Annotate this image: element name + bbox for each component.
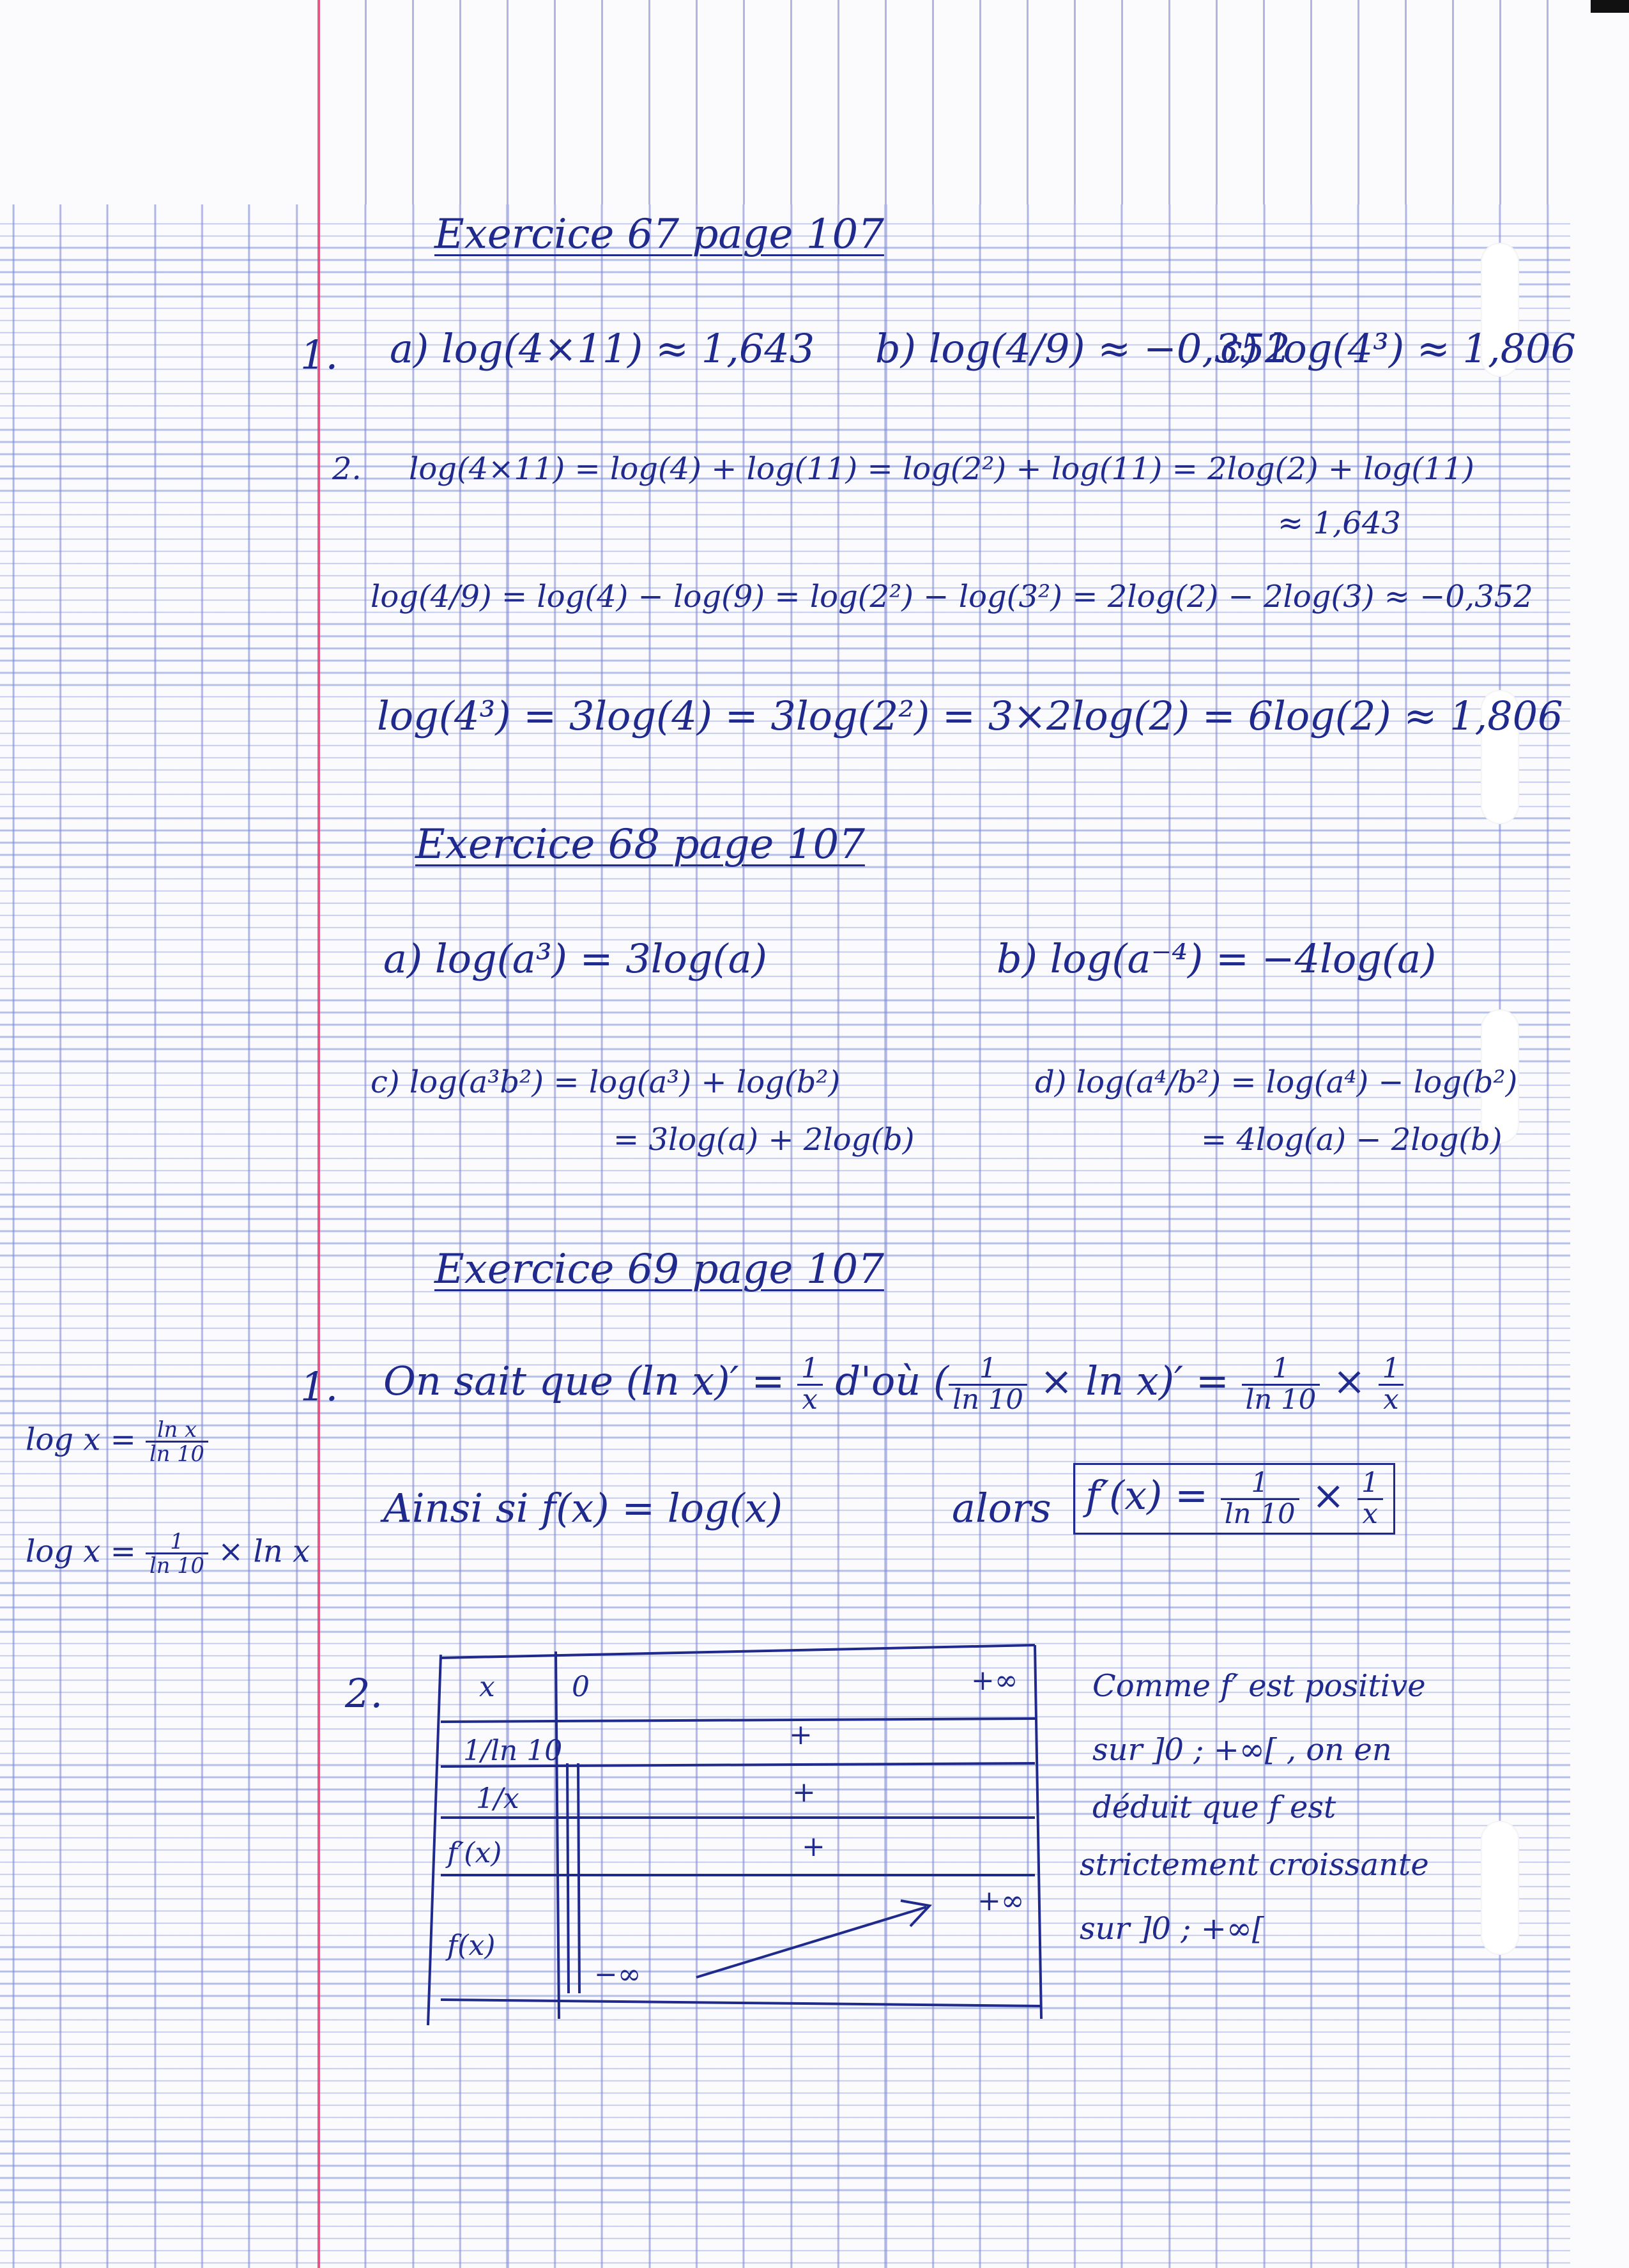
ex67-q1-a: a) log(4×11) ≈ 1,643 [390,325,815,372]
exercise-68-title: Exercice 68 page 107 [415,821,865,868]
table-label-fprime: f′(x) [447,1837,502,1869]
table-left-border [428,1655,441,2025]
table-x-start: 0 [572,1671,590,1703]
conclusion-line-1: Comme f′ est positive [1092,1668,1426,1704]
table-top-border [441,1645,1035,1658]
fraction-1-over-x: $\frac{1}{x}$ [797,1354,823,1414]
exercise-69-title: Exercice 69 page 107 [434,1246,884,1293]
table-label-inv-x: 1/x [476,1782,519,1815]
ex68-a: a) log(a³) = 3log(a) [383,935,767,982]
increasing-arrow [696,1907,926,1977]
ex67-q2-line2: log(4/9) = log(4) − log(9) = log(2²) − log(3²) = 2log(2) − 2log(3) ≈ −0,352 [371,579,1533,615]
ex67-q1-number: 1. [300,332,339,378]
table-sign-1: + [789,1719,813,1751]
conclusion-line-3: déduit que f est [1092,1789,1336,1825]
ex67-q2-line1-result: ≈ 1,643 [1278,505,1401,541]
table-row-divider [441,1719,1035,1722]
conclusion-line-2: sur ]0 ; +∞[ , on en [1092,1732,1392,1768]
ex68-d-line1: d) log(a⁴/b²) = log(a⁴) − log(b²) [1035,1064,1518,1100]
ex67-q2-line3: log(4³) = 3log(4) = 3log(2²) = 3×2log(2) = 6log(2) ≈ 1,806 [377,693,1563,739]
fraction-1-over-x: $\frac{1}{x}$ [1379,1354,1404,1414]
conclusion-line-5: sur ]0 ; +∞[ [1080,1911,1264,1947]
margin-note-1: log x = $\frac{\text{ln x}}{\ln 10}$ [26,1418,208,1466]
margin-note-2: log x = $\frac{1}{\ln 10}$ × ln x [26,1529,310,1579]
exercise-67-title: Exercice 67 page 107 [434,211,884,258]
table-bottom-border [441,2000,1041,2006]
ex68-c-line1: c) log(a³b²) = log(a³) + log(b²) [371,1064,841,1100]
ex69-result-box: f′(x) = $\frac{1}{\ln 10}$ × $\frac{1}{x}$ [1073,1463,1395,1535]
ex69-q1-line1: On sait que (ln x)′ = $\frac{1}{x}$ d'où ( $\frac{1}{\ln 10}$ × ln x)′ = $\frac{1}{\ln 10}$ × $\frac{1}{x}$ [383,1354,1403,1414]
conclusion-line-4: strictement croissante [1080,1847,1429,1883]
table-f-high: +∞ [977,1885,1025,1917]
table-label-inv-ln10: 1/ln 10 [463,1735,563,1767]
table-x-end: +∞ [971,1664,1018,1697]
ex68-b: b) log(a⁻⁴) = −4log(a) [997,935,1437,982]
ex69-q1-line2: Ainsi si f(x) = log(x) [383,1485,783,1531]
ex69-q1-line2-alors: alors [952,1485,1052,1531]
ex68-d-line2: = 4log(a) − 2log(b) [1201,1122,1503,1158]
fraction-1-over-ln10: $\frac{1}{\ln 10}$ [1242,1354,1320,1414]
table-sign-2: + [792,1776,816,1809]
ex67-q1-b: b) log(4/9) ≈ −0,352 [875,325,1290,372]
table-label-x: x [479,1671,495,1703]
ex69-q2-number: 2. [345,1670,383,1717]
ex67-q2-number: 2. [332,451,362,487]
ex67-q2-line1: log(4×11) = log(4) + log(11) = log(2²) + log(11) = 2log(2) + log(11) [409,451,1474,487]
table-column-divider [556,1651,559,2019]
double-bar-right [578,1763,579,1993]
table-f-low: −∞ [594,1958,641,1991]
ex68-c-line2: = 3log(a) + 2log(b) [613,1122,915,1158]
ex67-q1-c: c) log(4³) ≈ 1,806 [1220,325,1577,372]
double-bar-left [567,1763,569,1993]
table-right-border [1035,1645,1041,2019]
fraction-1-over-ln10: $\frac{1}{\ln 10}$ [949,1354,1027,1414]
table-label-f: f(x) [447,1929,496,1962]
ex69-q1-number: 1. [300,1363,339,1410]
table-sign-3: + [802,1830,825,1863]
